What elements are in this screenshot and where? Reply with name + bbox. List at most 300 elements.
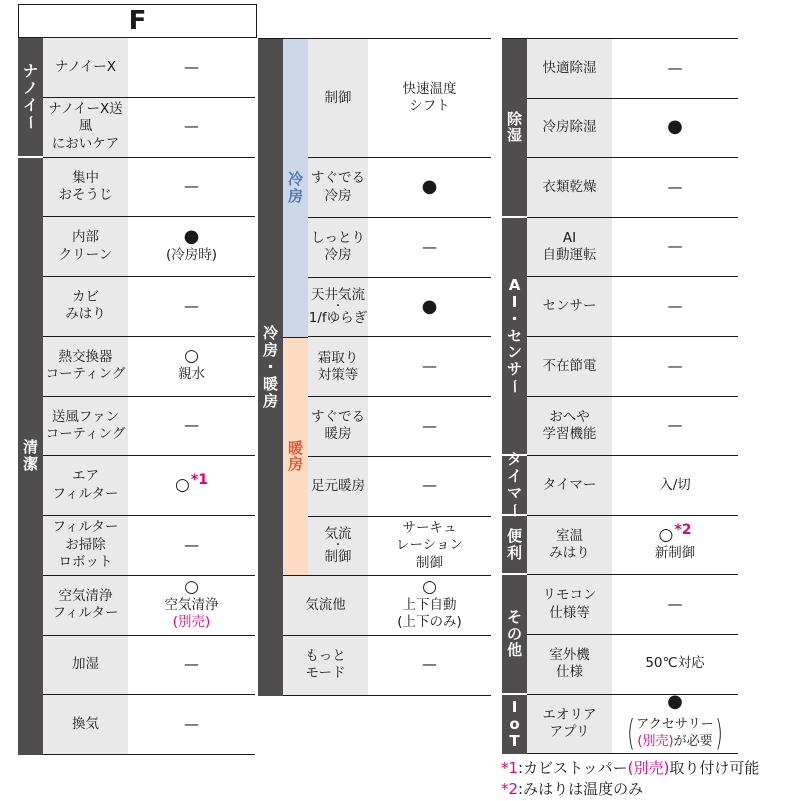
value-line [422, 238, 437, 258]
category-bar-label [18, 38, 43, 156]
row-label-line: 気流他 [305, 596, 346, 613]
table-row [283, 337, 491, 397]
category-bar-char: 暖 [262, 374, 278, 393]
value-line [165, 597, 219, 615]
value-line [658, 522, 692, 546]
category-bar-segment [258, 39, 283, 696]
not-available-dash: — [422, 416, 437, 435]
feature-table-cooling-heating [258, 38, 491, 696]
table-row [43, 337, 255, 397]
category-bar-segment [18, 38, 43, 158]
category-bar-char: の [506, 624, 522, 643]
category-bar [502, 39, 527, 754]
table-row [527, 397, 738, 457]
category-bar-segment [502, 575, 527, 694]
table-row [43, 98, 255, 158]
row-value [128, 158, 255, 217]
not-available-dash: — [184, 57, 199, 76]
category-bar-char: イ [22, 95, 38, 114]
filled-circle-icon: ● [667, 116, 683, 138]
not-available-dash: — [667, 237, 683, 256]
value-line [668, 595, 683, 615]
category-bar-label [502, 218, 527, 454]
value-line [668, 416, 683, 436]
open-circle-icon: ○ [658, 525, 674, 546]
table-row [43, 158, 255, 218]
row-label-line: 集中 [72, 169, 99, 186]
value-line [184, 536, 199, 556]
value-line [659, 477, 691, 495]
table-row [527, 99, 738, 159]
category-bar-char: I [511, 698, 518, 717]
category-bar-label [502, 695, 527, 755]
value-line [667, 118, 683, 137]
row-value [368, 636, 491, 695]
row-value [368, 337, 491, 396]
table-row [283, 517, 491, 577]
row-label [527, 695, 612, 754]
row-label-line: 気流 [324, 525, 352, 542]
row-value [128, 636, 255, 695]
table-row [283, 39, 491, 158]
row-label [43, 576, 128, 635]
row-label-line: 冷房 [324, 247, 352, 264]
category-bar-char: 湿 [506, 126, 522, 145]
row-label-line: すぐでる [311, 170, 365, 187]
category-bar-char: 房 [262, 391, 278, 410]
not-available-dash: — [667, 416, 683, 435]
category-bar-char: ナ [22, 62, 38, 81]
row-value [128, 277, 255, 336]
right-paren: ) [714, 713, 723, 755]
table-row [527, 218, 738, 278]
row-label-line: しっとり [311, 230, 365, 247]
row-value [128, 576, 255, 635]
category-bar-char: T [509, 731, 520, 750]
row-value [368, 576, 491, 635]
footnote-text: (別売) [627, 759, 670, 777]
row-value [128, 217, 255, 276]
row-value [368, 457, 491, 516]
value-line [668, 59, 683, 79]
row-label-line: ・ [333, 540, 343, 552]
value-line [184, 228, 200, 247]
value-text: 快速温度 [402, 80, 457, 97]
value-text: 50℃対応 [645, 655, 705, 672]
category-bar-char: ・ [506, 309, 522, 328]
table-row [43, 456, 255, 516]
row-value [128, 516, 255, 575]
row-label [308, 457, 368, 516]
footnote-text: 取り付け可能 [669, 759, 760, 777]
category-bar-label [502, 575, 527, 692]
table-row [43, 217, 255, 277]
row-label-line: 仕様 [556, 664, 583, 681]
value-line [668, 297, 683, 317]
category-bar [18, 38, 43, 755]
category-bar-char: ー [505, 502, 524, 518]
row-value [612, 456, 738, 515]
row-label [43, 397, 128, 456]
row-label-line: タイマー [542, 476, 597, 493]
value-text: (冷房時) [165, 247, 218, 264]
table-rows [283, 39, 491, 696]
open-circle-icon: ○ [422, 577, 437, 598]
row-label-line: クリーン [58, 246, 113, 263]
filled-circle-icon: ● [183, 226, 200, 248]
table-row [43, 576, 255, 636]
category-bar-char: イ [506, 467, 522, 486]
value-text: 親水 [178, 366, 205, 383]
value-line [184, 297, 199, 317]
left-paren: ( [627, 713, 636, 755]
subcategory-band-column [283, 39, 308, 576]
row-label-line: ナノイーX [54, 58, 117, 75]
row-value [368, 517, 491, 576]
category-bar-char: ノ [22, 78, 38, 97]
row-label-line: 空気清浄 [58, 587, 113, 604]
row-label-line: 内部 [72, 229, 99, 246]
category-bar-char: セ [506, 326, 522, 345]
row-label-line: 学習機能 [542, 425, 597, 442]
paren-content [636, 717, 714, 751]
row-label [283, 636, 368, 695]
open-circle-icon: ○ [184, 576, 199, 597]
value-text: シフト [409, 98, 450, 115]
value-line [668, 178, 683, 198]
not-available-dash: — [184, 177, 199, 196]
value-line [416, 555, 443, 573]
value-line [403, 81, 457, 99]
table-row [43, 38, 255, 98]
row-label-line: エア [72, 468, 99, 485]
category-bar-char: 除 [506, 109, 522, 128]
value-text: (別売) [637, 733, 674, 749]
value-line [178, 366, 205, 384]
paren-annotation [626, 713, 724, 754]
value-line [636, 717, 714, 734]
not-available-dash: — [422, 476, 437, 495]
row-label [43, 337, 128, 396]
value-line [668, 237, 683, 257]
footnote-marker: *1 [190, 471, 208, 488]
subcategory-band-cool [283, 39, 308, 338]
value-line [409, 98, 450, 116]
table-row [527, 277, 738, 337]
row-label-line: 仕様等 [549, 604, 590, 621]
value-line [422, 579, 437, 597]
row-label-line: おへや [549, 408, 590, 425]
row-label [43, 277, 128, 336]
row-value [128, 38, 255, 97]
row-label-line: もっと [305, 647, 346, 664]
value-text: 制御 [416, 554, 443, 571]
category-bar-segment [502, 516, 527, 576]
value-line [184, 416, 199, 436]
table-rows [527, 39, 738, 754]
row-label [308, 218, 368, 277]
value-line [668, 357, 683, 377]
category-bar-label [502, 450, 527, 518]
row-label-line: リモコン [542, 587, 597, 604]
value-line [396, 537, 463, 555]
band-char: 房 [287, 455, 303, 474]
category-bar-label [18, 158, 43, 756]
table-row [527, 337, 738, 397]
row-label [308, 278, 368, 337]
row-label [527, 337, 612, 396]
category-bar-char: 潔 [22, 455, 38, 474]
band-char: 房 [287, 186, 303, 205]
value-text: (別売) [172, 614, 211, 631]
category-bar-segment [502, 39, 527, 218]
not-available-dash: — [184, 296, 199, 315]
category-bar-char: サ [506, 360, 522, 379]
band-label [283, 338, 308, 576]
category-bar-char: A [508, 276, 521, 295]
row-label-line: 熱交換器 [58, 348, 113, 365]
row-label-line: 冷房除湿 [542, 119, 597, 136]
footnote-text: *2 [501, 780, 519, 799]
row-value [368, 278, 491, 337]
row-label [308, 517, 368, 576]
value-line [184, 655, 199, 675]
row-label [527, 218, 612, 277]
value-line [166, 247, 217, 265]
row-label [527, 397, 612, 456]
row-label-line: 1/fゆらぎ [308, 309, 368, 326]
category-bar-char: ー [505, 378, 524, 394]
row-label [43, 38, 128, 97]
row-label-line: フィルター [52, 605, 119, 622]
row-label-line: 送風ファン [51, 408, 120, 425]
row-label-line: 制御 [324, 548, 352, 565]
footnote-text: :カビストッパー [518, 759, 628, 777]
value-text: (上下のみ) [397, 614, 462, 631]
category-bar-char: マ [506, 483, 522, 502]
not-available-dash: — [422, 357, 437, 376]
category-bar-char: 他 [506, 641, 522, 660]
row-label [527, 277, 612, 336]
row-label [527, 575, 612, 634]
category-bar-char: 利 [506, 543, 522, 562]
not-available-dash: — [667, 296, 683, 315]
model-name: F [128, 6, 147, 36]
row-label-line: 衣類乾燥 [542, 178, 597, 195]
row-label-line: エオリア [542, 706, 597, 723]
row-label [527, 456, 612, 515]
row-label [308, 397, 368, 456]
table-row [43, 277, 255, 337]
row-value [128, 397, 255, 456]
row-label-line: においケア [51, 135, 120, 152]
not-available-dash: — [667, 356, 683, 375]
value-line [403, 597, 457, 615]
row-value [612, 516, 738, 575]
row-label-line: コーティング [45, 366, 126, 383]
row-label-line: モード [305, 665, 346, 682]
row-value [128, 98, 255, 157]
value-text: 新制御 [654, 545, 696, 562]
not-available-dash: — [184, 535, 199, 554]
value-line [422, 655, 437, 675]
not-available-dash: — [422, 655, 437, 674]
table-row [283, 636, 491, 696]
row-label-line: カビ [72, 289, 99, 306]
value-line [422, 417, 437, 437]
row-label-line: 快適除湿 [542, 59, 597, 76]
row-label [43, 456, 128, 515]
row-label [43, 158, 128, 217]
not-available-dash: — [422, 237, 437, 256]
row-value [612, 99, 738, 158]
value-text: 入/切 [659, 476, 691, 493]
category-bar-segment [502, 695, 527, 755]
category-bar-char: 便 [506, 526, 522, 545]
category-bar-label [502, 39, 527, 216]
filled-circle-icon: ● [421, 176, 438, 198]
row-value [368, 158, 491, 217]
row-label-line: 制御 [324, 89, 352, 106]
category-bar-char: o [509, 714, 520, 733]
table-row [527, 575, 738, 635]
value-line [173, 614, 211, 632]
row-label-line: おそうじ [58, 186, 113, 203]
not-available-dash: — [667, 594, 683, 613]
category-bar-char: ー [21, 114, 40, 130]
row-value [128, 695, 255, 754]
table-row [43, 695, 255, 755]
table-row [283, 218, 491, 278]
row-label [43, 98, 128, 157]
value-text: 上下自動 [402, 596, 457, 613]
table-row [527, 635, 738, 695]
row-value [612, 277, 738, 336]
value-line [184, 117, 199, 137]
value-line [184, 715, 199, 735]
row-value [612, 635, 738, 694]
not-available-dash: — [184, 714, 199, 733]
row-label-line: ・ [333, 301, 343, 313]
feature-table-nanoe-clean [18, 38, 255, 755]
table-row [283, 576, 491, 636]
row-label-line: ロボット [58, 554, 113, 570]
value-text: サーキュ [402, 519, 457, 536]
footnote-marker: *2 [674, 522, 692, 539]
value-line [422, 178, 438, 197]
row-label-line: 霜取り [317, 349, 359, 366]
not-available-dash: — [184, 655, 199, 674]
open-circle-icon: ○ [175, 474, 190, 495]
footnote-line [501, 779, 759, 800]
row-label [527, 99, 612, 158]
category-bar [258, 39, 283, 696]
value-line [421, 295, 438, 317]
row-label-line: みはり [549, 545, 590, 562]
row-value [612, 397, 738, 456]
row-label-line: 冷房 [324, 187, 352, 204]
row-label-line: フィルター [52, 519, 119, 536]
row-label [43, 695, 128, 754]
row-value [128, 456, 255, 515]
row-label [308, 158, 368, 217]
table-rows [43, 38, 255, 755]
value-line [184, 576, 199, 597]
table-row [43, 397, 255, 457]
row-label-line: フィルター [52, 485, 119, 502]
row-label-line: 足元暖房 [311, 477, 365, 494]
row-label [283, 576, 368, 635]
row-value [612, 337, 738, 396]
subcategory-band-heat [283, 338, 308, 577]
table-row [527, 456, 738, 516]
row-label-line: 室外機 [549, 646, 590, 663]
band-char: 暖 [287, 438, 303, 457]
row-label-line: AI [562, 229, 577, 246]
table-row [527, 158, 738, 218]
row-value [612, 218, 738, 277]
category-bar-char: ・ [262, 357, 278, 376]
row-label-line: 対策等 [317, 366, 359, 383]
row-label [527, 39, 612, 98]
value-line [645, 655, 704, 673]
not-available-dash: — [667, 177, 683, 196]
row-label-line: 加湿 [72, 656, 99, 673]
row-label-line: コーティング [45, 425, 126, 442]
row-label [527, 158, 612, 217]
value-line [403, 520, 457, 538]
row-label-line: 暖房 [324, 426, 352, 443]
row-value [128, 337, 255, 396]
category-bar-char: 冷 [262, 324, 278, 343]
row-label-line: 不在節電 [542, 357, 597, 374]
footnote-text: *1 [501, 759, 519, 777]
row-value [612, 691, 738, 755]
table-row [527, 39, 738, 99]
row-value [368, 39, 491, 157]
value-line [397, 614, 462, 632]
category-bar-segment [502, 218, 527, 456]
not-available-dash: — [667, 58, 683, 77]
table-row [527, 516, 738, 576]
filled-circle-icon: ● [667, 691, 683, 713]
footnote-line [501, 758, 759, 779]
row-label-line: センサー [542, 298, 597, 315]
row-label [43, 516, 128, 575]
value-line [667, 693, 683, 712]
filled-circle-icon: ● [421, 295, 438, 317]
value-line [184, 177, 199, 197]
category-bar-char: 房 [262, 341, 278, 360]
category-bar-label [258, 39, 283, 696]
row-label [527, 516, 612, 575]
row-label [308, 337, 368, 396]
model-header [18, 4, 257, 38]
table-row [283, 457, 491, 517]
category-bar-segment [18, 158, 43, 756]
row-label-line: 換気 [72, 715, 99, 732]
open-circle-icon: ○ [184, 346, 199, 367]
category-bar-char: ン [506, 343, 522, 362]
row-value [612, 158, 738, 217]
row-label-line: お掃除 [65, 536, 106, 553]
row-value [612, 39, 738, 98]
category-bar-char: そ [506, 607, 522, 626]
table-row [43, 516, 255, 576]
value-text: が必要 [673, 733, 713, 749]
table-row [283, 158, 491, 218]
row-label [43, 636, 128, 695]
